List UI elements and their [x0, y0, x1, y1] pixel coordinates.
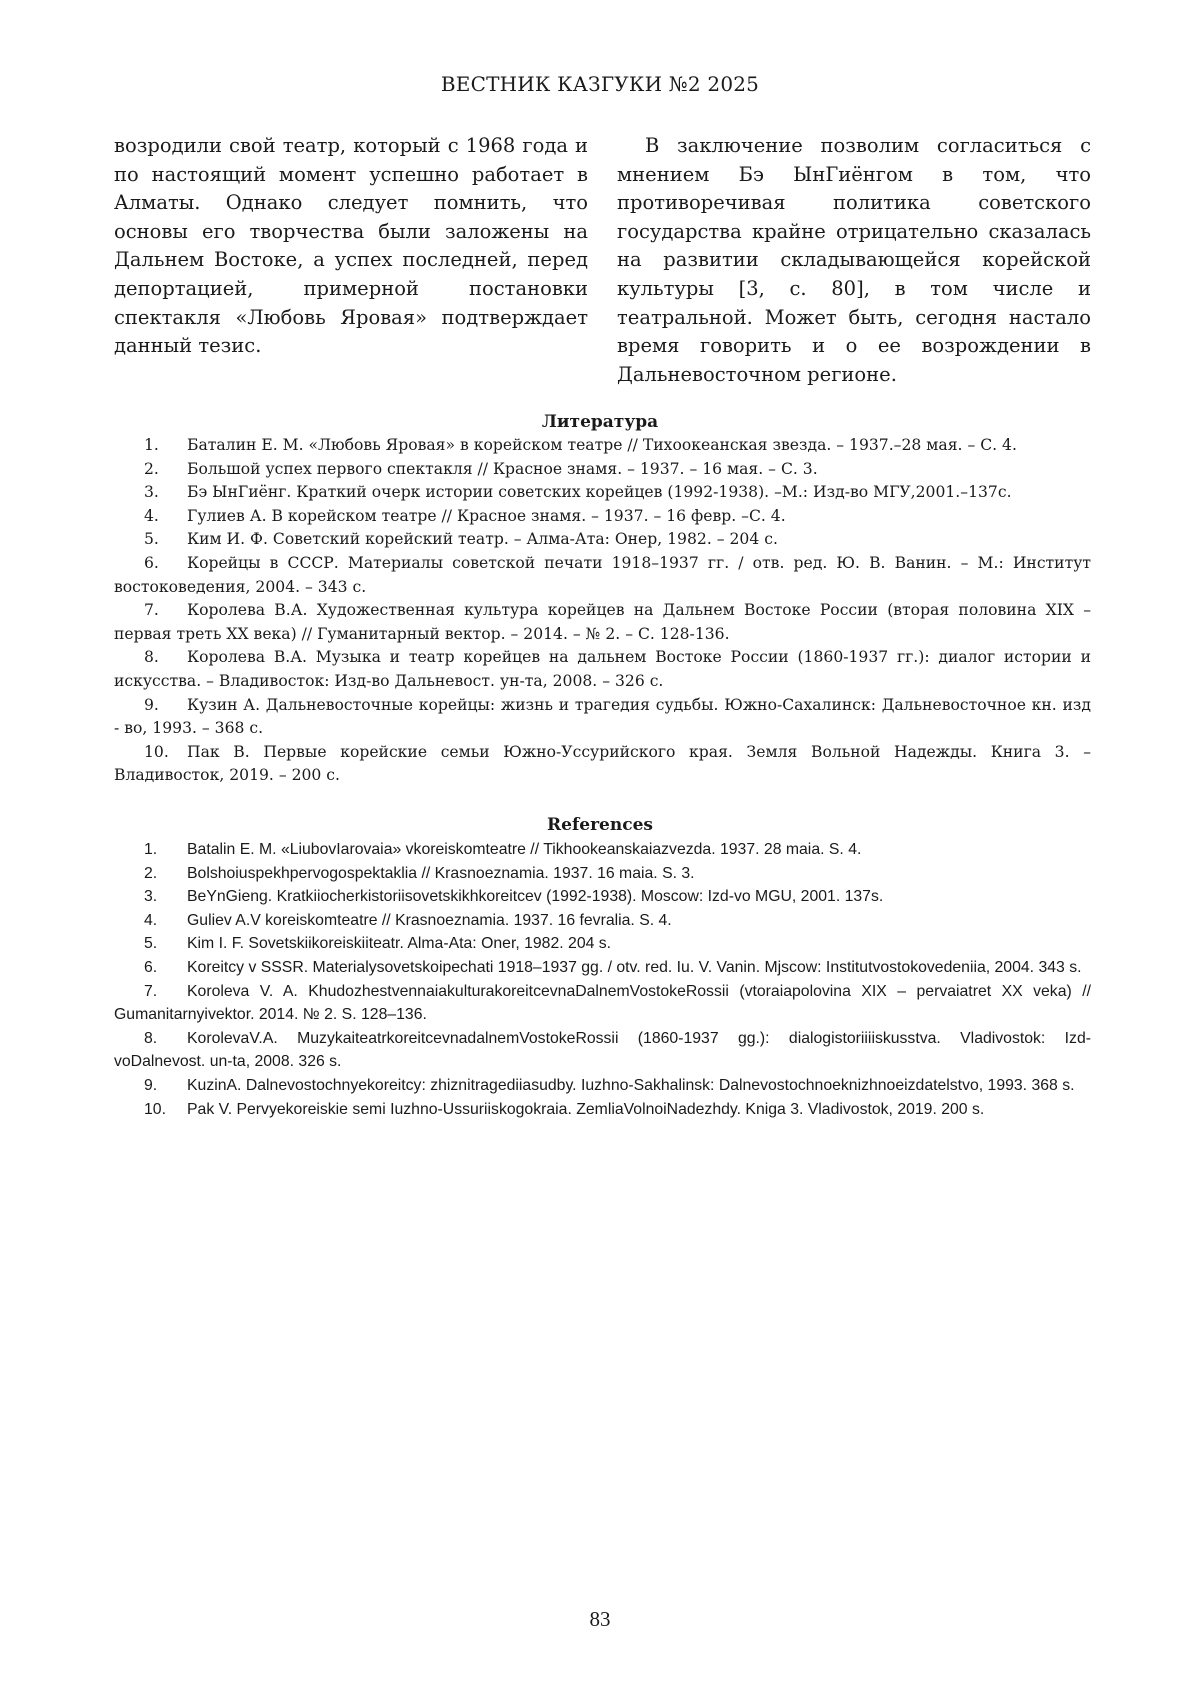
reference-item-text: BeYnGieng. Kratkiiocherkistoriisovetskikhkoreitcev (1992-1938). Moscow: Izd-vo MGU, 2001. 137s.: [187, 888, 884, 906]
literature-item-number: 2.: [144, 459, 159, 478]
reference-item-number: 5.: [144, 935, 158, 953]
literature-item-number: 8.: [144, 648, 159, 667]
literature-item-text: Большой успех первого спектакля // Красное знамя. – 1937. – 16 мая. – С. 3.: [187, 459, 818, 478]
reference-item-number: 7.: [144, 982, 158, 1000]
page-number: 83: [589, 1607, 611, 1631]
references-title: References: [547, 815, 653, 835]
literature-item-number: 6.: [144, 553, 159, 572]
literature-item: [114, 646, 1091, 693]
reference-item: [114, 932, 1091, 956]
literature-item: [114, 528, 1091, 552]
literature-item-number: 10.: [144, 742, 169, 761]
body-columns: [114, 132, 1091, 389]
reference-item: [114, 1027, 1091, 1074]
reference-item-number: 9.: [144, 1076, 158, 1094]
reference-item: [114, 1074, 1091, 1098]
literature-item-text: Ким И. Ф. Советский корейский театр. – Алма-Ата: Онер, 1982. – 204 с.: [187, 530, 778, 549]
reference-item-number: 1.: [144, 841, 158, 858]
reference-item-number: 3.: [144, 888, 158, 906]
reference-item: [114, 980, 1091, 1027]
reference-item-text: Pak V. Pervyekoreiskie semi Iuzhno-Ussuriiskogokraia. ZemliaVolnoiNadezhdy. Kniga 3. Vladivostok, 2019. 200 s.: [187, 1100, 985, 1118]
literature-title: Литература: [541, 412, 659, 432]
reference-item-text: Guliev A.V koreiskomteatre // Krasnoeznamia. 1937. 16 fevralia. S. 4.: [187, 911, 672, 929]
reference-item-text: KorolevaV.A. MuzykaiteatrkoreitcevnadalnemVostokeRossii (1860-1937 gg.): dialogistoriiiiskusstva. Vladivostok: Izd-voDalnevost. un-ta, 2008. 326 s.: [114, 1029, 1091, 1071]
literature-item-number: 3.: [144, 483, 159, 502]
literature-item-text: Королева В.А. Художественная культура корейцев на Дальнем Востоке России (вторая половина XIX – первая треть XX века) // Гуманитарный вектор. – 2014. – № 2. – С. 128-136.: [114, 601, 1091, 643]
literature-item: [114, 505, 1091, 529]
literature-item-number: 4.: [144, 506, 159, 525]
literature-item-text: Бэ ЫнГиёнг. Краткий очерк истории советских корейцев (1992-1938). –М.: Изд-во МГУ,2001.–137с.: [187, 483, 1012, 502]
literature-item-text: Королева В.А. Музыка и театр корейцев на дальнем Востоке России (1860-1937 гг.): диалог истории и искусства. – Владивосток: Изд-во Дальневост. ун-та, 2008. – 326 с.: [114, 648, 1091, 690]
reference-item-text: Bolshoiuspekhpervogospektaklia // Krasnoeznamia. 1937. 16 maia. S. 3.: [187, 864, 695, 882]
literature-item: [114, 599, 1091, 646]
literature-item-text: Баталин Е. М. «Любовь Яровая» в корейском театре // Тихоокеанская звезда. – 1937.–28 мая. – С. 4.: [187, 436, 1017, 454]
literature-item-number: 7.: [144, 601, 159, 620]
literature-item-text: Корейцы в СССР. Материалы советской печати 1918–1937 гг. / отв. ред. Ю. В. Ванин. – М.: Институт востоковедения, 2004. – 343 с.: [114, 553, 1091, 596]
literature-item-number: 9.: [144, 695, 159, 714]
literature-item-text: Кузин А. Дальневосточные корейцы: жизнь и трагедия судьбы. Южно-Сахалинск: Дальневосточное кн. изд - во, 1993. – 368 с.: [114, 695, 1091, 738]
left-paragraph: возродили свой театр, который с 1968 года и по настоящий момент успешно работает в Алматы. Однако следует помнить, что основы его творчества были заложены на Дальнем Востоке, а успех последней, перед депортацией, примерной постановки спектакля «Любовь Яровая» подтверждает данный тезис.: [114, 134, 588, 358]
reference-item-number: 4.: [144, 911, 158, 929]
reference-item-text: Kim I. F. Sovetskiikoreiskiiteatr. Alma-Ata: Oner, 1982. 204 s.: [187, 935, 612, 953]
reference-item-number: 6.: [144, 958, 158, 976]
reference-item: [114, 909, 1091, 933]
journal-header: ВЕСТНИК КАЗГУКИ №2 2025: [440, 72, 760, 96]
reference-item-text: Koreitcy v SSSR. Materialysovetskoipechati 1918–1937 gg. / otv. red. Iu. V. Vanin. Mjscow: Institutvostokovedeniia, 2004. 343 s.: [187, 958, 1082, 976]
literature-item-number: 5.: [144, 530, 159, 549]
reference-item-number: 10.: [144, 1100, 166, 1118]
literature-item: [114, 741, 1091, 788]
reference-item: [114, 885, 1091, 909]
reference-item: [114, 862, 1091, 886]
literature-item-text: Пак В. Первые корейские семьи Южно-Уссурийского края. Земля Вольной Надежды. Книга 3. – Владивосток, 2019. – 200 с.: [114, 742, 1091, 785]
literature-item: [114, 552, 1091, 599]
right-paragraph: В заключение позволим согласиться с мнением Бэ ЫнГиёнгом в том, что противоречивая политика советского государства крайне отрицательно сказалась на развитии складывающейся корейской культуры [3, с. 80], в том числе и театральной. Может быть, сегодня настало время говорить и о ее возрождении в Дальневосточном регионе.: [617, 134, 1091, 386]
reference-item-text: Koroleva V. A. KhudozhestvennaiakulturakoreitcevnaDalnemVostokeRossii (vtoraiapolovina XIX – pervaiatret XX veka) // Gumanitarnyivektor. 2014. № 2. S. 128–136.: [114, 982, 1091, 1024]
literature-item: [114, 434, 1091, 458]
reference-item: [114, 838, 1091, 862]
literature-item: [114, 481, 1091, 505]
reference-item: [114, 956, 1091, 980]
literature-item: [114, 458, 1091, 482]
literature-list: [114, 434, 1091, 788]
references-list: [114, 838, 1091, 1121]
literature-item-text: Гулиев А. В корейском театре // Красное знамя. – 1937. – 16 февр. –С. 4.: [187, 506, 786, 525]
reference-item-text: KuzinA. Dalnevostochnyekoreitcy: zhiznitragediiasudby. Iuzhno-Sakhalinsk: Dalnevostochnoeknizhnoeizdatelstvo, 1993. 368 s.: [187, 1076, 1075, 1094]
literature-item: [114, 694, 1091, 741]
right-column: [617, 132, 1091, 389]
left-column: [114, 132, 588, 389]
reference-item-number: 2.: [144, 864, 158, 882]
reference-item-number: 8.: [144, 1029, 158, 1047]
reference-item: [114, 1098, 1091, 1122]
reference-item-text: Batalin E. M. «LiubovIarovaia» vkoreiskomteatre // Tikhookeanskaiazvezda. 1937. 28 maia. S. 4.: [187, 841, 862, 858]
literature-item-number: 1.: [144, 436, 159, 454]
